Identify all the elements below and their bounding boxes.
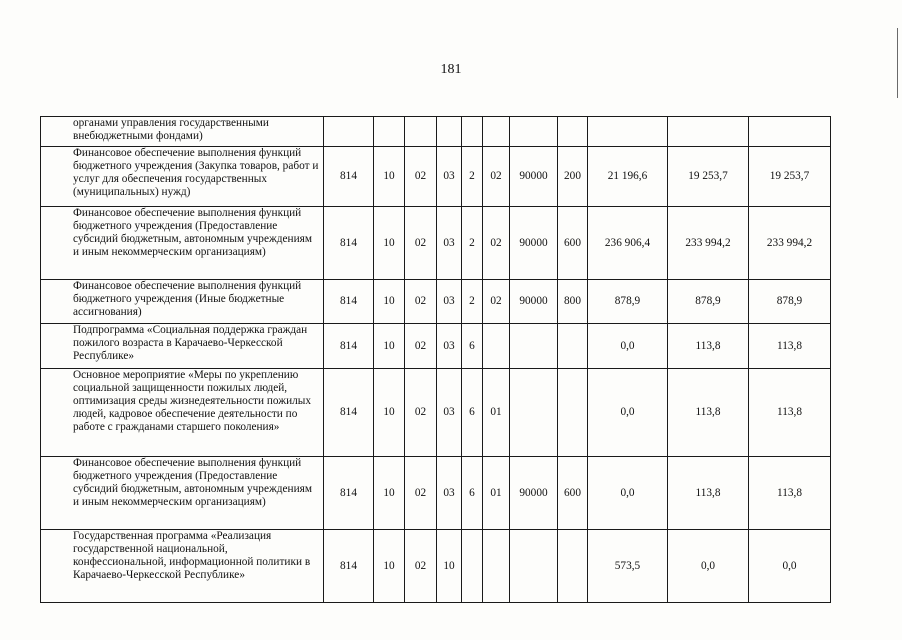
direction-code-cell (510, 369, 558, 457)
subprogram-code-cell: 6 (462, 324, 483, 369)
measure-code-cell: 01 (483, 369, 510, 457)
table-row (41, 117, 831, 147)
expense-type-cell (558, 530, 588, 603)
table-row (41, 147, 831, 207)
measure-code-cell: 02 (483, 280, 510, 324)
section-cell: 10 (374, 280, 405, 324)
expense-type-cell (558, 117, 588, 147)
row-name-cell: Финансовое обеспечение выполнения функций бюджетного учреждения (Предоставление субсидий бюджетным, автономным учреждениям и иным некоммерческим организациям) (41, 457, 324, 530)
subprogram-code-cell (462, 530, 483, 603)
ministry-code-cell: 814 (324, 280, 374, 324)
measure-code-cell: 02 (483, 207, 510, 280)
budget-table (40, 116, 831, 603)
ministry-code-cell: 814 (324, 369, 374, 457)
amount-year-3-cell: 113,8 (749, 369, 831, 457)
amount-year-1-cell (588, 117, 668, 147)
row-name-cell: Подпрограмма «Социальная поддержка граждан пожилого возраста в Карачаево-Черкесской Республике» (41, 324, 324, 369)
ministry-code-cell: 814 (324, 324, 374, 369)
table-row (41, 457, 831, 530)
amount-year-3-cell: 19 253,7 (749, 147, 831, 207)
expense-type-cell: 200 (558, 147, 588, 207)
expense-type-cell: 600 (558, 457, 588, 530)
program-code-cell: 10 (437, 530, 462, 603)
measure-code-cell (483, 530, 510, 603)
subprogram-code-cell: 6 (462, 457, 483, 530)
section-cell: 10 (374, 369, 405, 457)
row-name-cell: Финансовое обеспечение выполнения функций бюджетного учреждения (Иные бюджетные ассигнования) (41, 280, 324, 324)
section-cell: 10 (374, 530, 405, 603)
direction-code-cell: 90000 (510, 280, 558, 324)
expense-type-cell (558, 324, 588, 369)
section-cell: 10 (374, 457, 405, 530)
table-row (41, 369, 831, 457)
amount-year-3-cell (749, 117, 831, 147)
subprogram-code-cell (462, 117, 483, 147)
measure-code-cell: 01 (483, 457, 510, 530)
direction-code-cell (510, 324, 558, 369)
measure-code-cell (483, 117, 510, 147)
subsection-cell: 02 (405, 369, 437, 457)
direction-code-cell (510, 530, 558, 603)
amount-year-1-cell: 0,0 (588, 457, 668, 530)
program-code-cell: 03 (437, 457, 462, 530)
expense-type-cell: 800 (558, 280, 588, 324)
direction-code-cell: 90000 (510, 457, 558, 530)
subprogram-code-cell: 2 (462, 280, 483, 324)
expense-type-cell: 600 (558, 207, 588, 280)
amount-year-3-cell: 878,9 (749, 280, 831, 324)
program-code-cell: 03 (437, 147, 462, 207)
section-cell (374, 117, 405, 147)
amount-year-2-cell: 113,8 (668, 324, 749, 369)
subsection-cell (405, 117, 437, 147)
amount-year-2-cell (668, 117, 749, 147)
table-row (41, 324, 831, 369)
ministry-code-cell: 814 (324, 530, 374, 603)
subprogram-code-cell: 6 (462, 369, 483, 457)
row-name-cell: Государственная программа «Реализация государственной национальной, конфессиональной, информационной политики в Карачаево-Черкесской Республике» (41, 530, 324, 603)
amount-year-2-cell: 0,0 (668, 530, 749, 603)
measure-code-cell: 02 (483, 147, 510, 207)
amount-year-2-cell: 113,8 (668, 457, 749, 530)
amount-year-1-cell: 0,0 (588, 324, 668, 369)
row-name-cell: Финансовое обеспечение выполнения функций бюджетного учреждения (Предоставление субсидий бюджетным, автономным учреждениям и иным некоммерческим организациям) (41, 207, 324, 280)
ministry-code-cell: 814 (324, 207, 374, 280)
table-row (41, 530, 831, 603)
program-code-cell: 03 (437, 207, 462, 280)
subsection-cell: 02 (405, 147, 437, 207)
subsection-cell: 02 (405, 324, 437, 369)
direction-code-cell: 90000 (510, 207, 558, 280)
amount-year-1-cell: 21 196,6 (588, 147, 668, 207)
amount-year-3-cell: 0,0 (749, 530, 831, 603)
amount-year-1-cell: 573,5 (588, 530, 668, 603)
program-code-cell (437, 117, 462, 147)
program-code-cell: 03 (437, 369, 462, 457)
amount-year-1-cell: 236 906,4 (588, 207, 668, 280)
program-code-cell: 03 (437, 324, 462, 369)
row-name-cell: Финансовое обеспечение выполнения функций бюджетного учреждения (Закупка товаров, работ и услуг для обеспечения государственных (муниципальных) нужд) (41, 147, 324, 207)
amount-year-1-cell: 878,9 (588, 280, 668, 324)
page-number: 181 (440, 62, 462, 77)
direction-code-cell (510, 117, 558, 147)
subprogram-code-cell: 2 (462, 147, 483, 207)
subsection-cell: 02 (405, 207, 437, 280)
table-row (41, 280, 831, 324)
subprogram-code-cell: 2 (462, 207, 483, 280)
direction-code-cell: 90000 (510, 147, 558, 207)
scan-edge-line (897, 28, 898, 98)
amount-year-3-cell: 113,8 (749, 324, 831, 369)
amount-year-3-cell: 233 994,2 (749, 207, 831, 280)
section-cell: 10 (374, 207, 405, 280)
expense-type-cell (558, 369, 588, 457)
program-code-cell: 03 (437, 280, 462, 324)
row-name-cell: органами управления государственными внебюджетными фондами) (41, 117, 324, 147)
ministry-code-cell (324, 117, 374, 147)
row-name-cell: Основное мероприятие «Меры по укреплению социальной защищенности пожилых людей, оптимизация среды жизнедеятельности пожилых людей, кадровое обеспечение деятельности по работе с гражданами старшего поколения» (41, 369, 324, 457)
amount-year-2-cell: 878,9 (668, 280, 749, 324)
ministry-code-cell: 814 (324, 457, 374, 530)
amount-year-2-cell: 19 253,7 (668, 147, 749, 207)
amount-year-2-cell: 113,8 (668, 369, 749, 457)
subsection-cell: 02 (405, 457, 437, 530)
subsection-cell: 02 (405, 280, 437, 324)
table-row (41, 207, 831, 280)
amount-year-3-cell: 113,8 (749, 457, 831, 530)
section-cell: 10 (374, 147, 405, 207)
ministry-code-cell: 814 (324, 147, 374, 207)
measure-code-cell (483, 324, 510, 369)
subsection-cell: 02 (405, 530, 437, 603)
section-cell: 10 (374, 324, 405, 369)
amount-year-1-cell: 0,0 (588, 369, 668, 457)
amount-year-2-cell: 233 994,2 (668, 207, 749, 280)
